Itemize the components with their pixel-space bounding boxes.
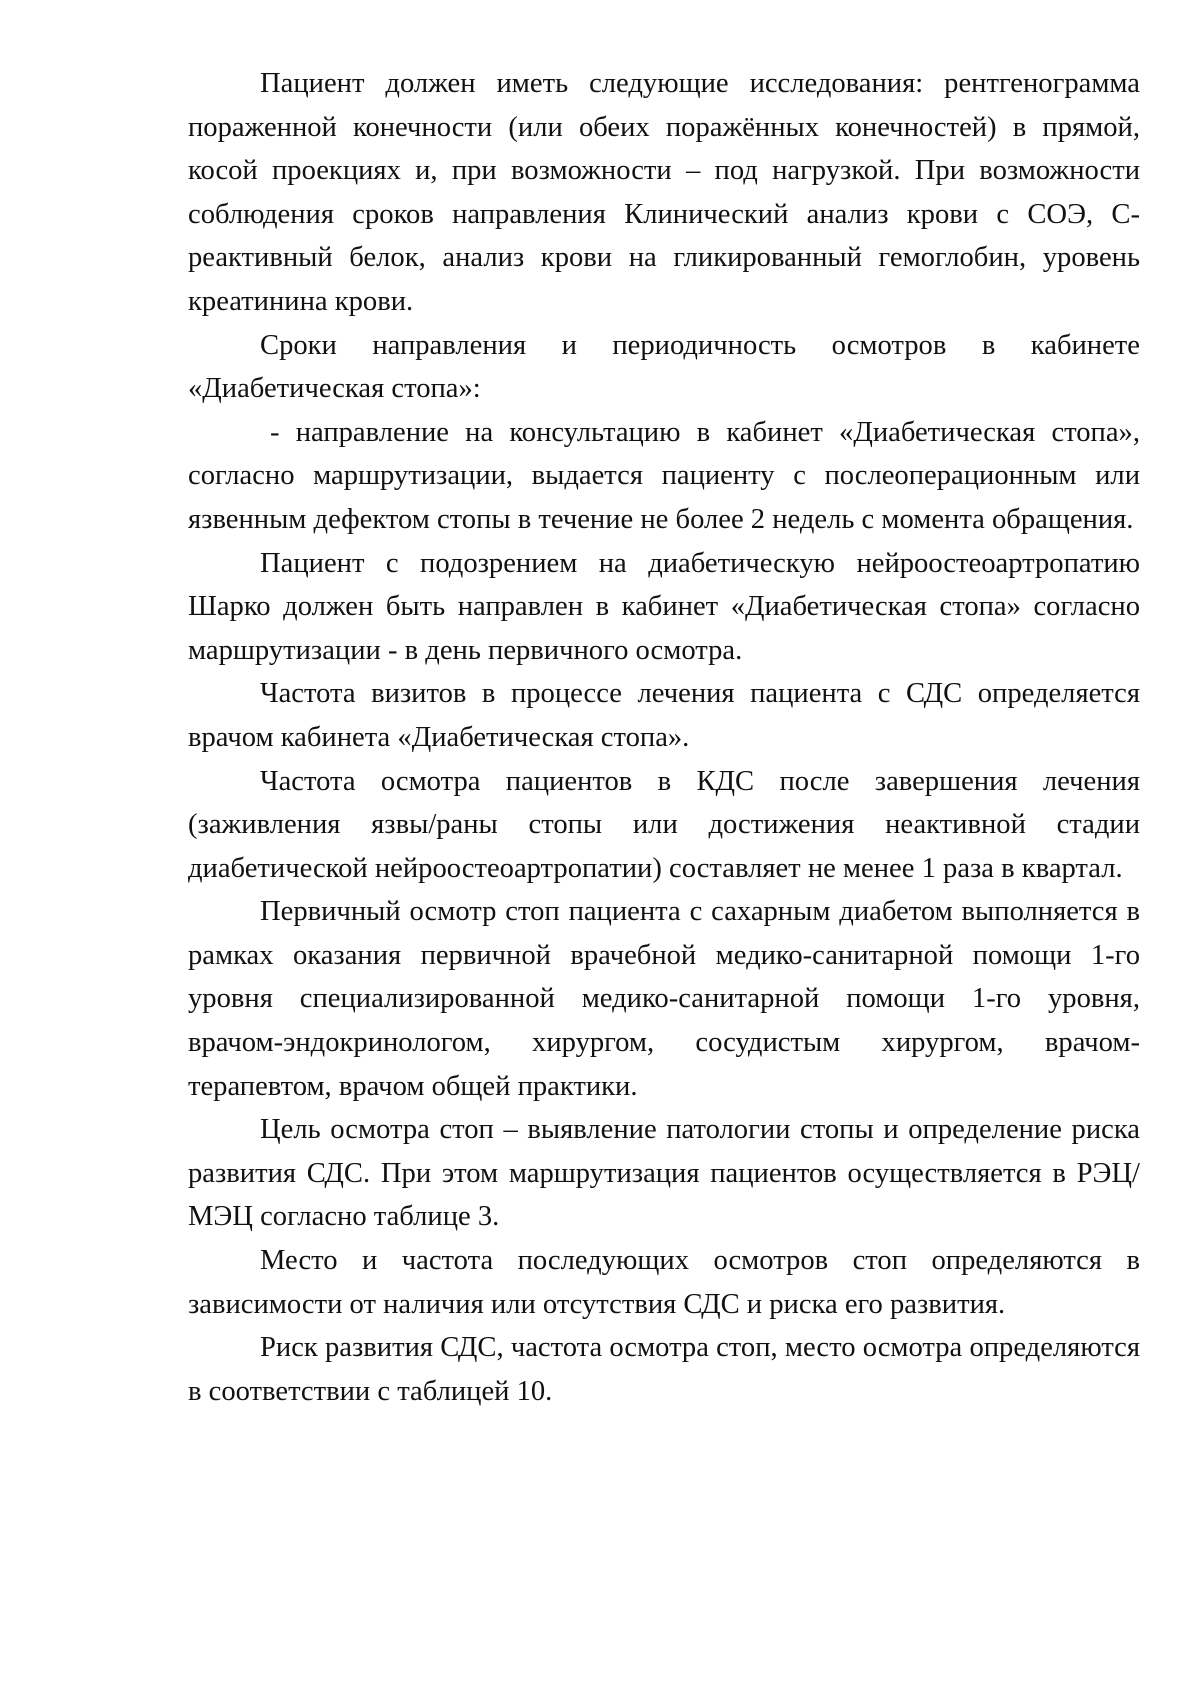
paragraph-visit-frequency: Частота визитов в процессе лечения пациента с СДС определяется врачом кабинета «Диабетическая стопа». [188, 678, 1140, 753]
paragraph-subsequent-examinations: Место и частота последующих осмотров стоп определяются в зависимости от наличия или отсутствия СДС и риска его развития. [188, 1245, 1140, 1320]
document-page [188, 62, 1140, 1413]
paragraph-referral-terms-heading: Сроки направления и периодичность осмотров в кабинете «Диабетическая стопа»: [188, 329, 1140, 405]
paragraph-charcot-suspicion: Пациент с подозрением на диабетическую нейроостеоартропатию Шарко должен быть направлен в кабинет «Диабетическая стопа» согласно маршрутизации - в день первичного осмотра. [188, 547, 1140, 666]
paragraph-followup-frequency: Частота осмотра пациентов в КДС после завершения лечения (заживления язвы/раны стопы или достижения неактивной стадии диабетической нейроостеоартропатии) составляет не менее 1 раза в квартал. [188, 765, 1140, 884]
paragraph-required-examinations: Пациент должен иметь следующие исследования: рентгенограмма пораженной конечности (или обеих поражённых конечностей) в прямой, косой проекциях и, при возможности – под нагрузкой. При возможности соблюдения сроков направления Клинический анализ крови с СОЭ, С-реактивный белок, анализ крови на гликированный гемоглобин, уровень креатинина крови. [188, 68, 1140, 317]
paragraph-risk-table-reference: Риск развития СДС, частота осмотра стоп, место осмотра определяются в соответствии с таблицей 10. [188, 1332, 1140, 1407]
paragraph-examination-goal: Цель осмотра стоп – выявление патологии стопы и определение риска развития СДС. При этом маршрутизация пациентов осуществляется в РЭЦ/МЭЦ согласно таблице 3. [188, 1114, 1140, 1233]
paragraph-primary-examination: Первичный осмотр стоп пациента с сахарным диабетом выполняется в рамках оказания первичной врачебной медико-санитарной помощи 1-го уровня специализированной медико-санитарной помощи 1-го уровня, врачом-эндокринологом, хирургом, сосудистым хирургом, врачом-терапевтом, врачом общей практики. [188, 896, 1140, 1102]
paragraph-referral-consultation: - направление на консультацию в кабинет «Диабетическая стопа», согласно маршрутизации, выдается пациенту с послеоперационным или язвенным дефектом стопы в течение не более 2 недель с момента обращения. [188, 416, 1140, 535]
